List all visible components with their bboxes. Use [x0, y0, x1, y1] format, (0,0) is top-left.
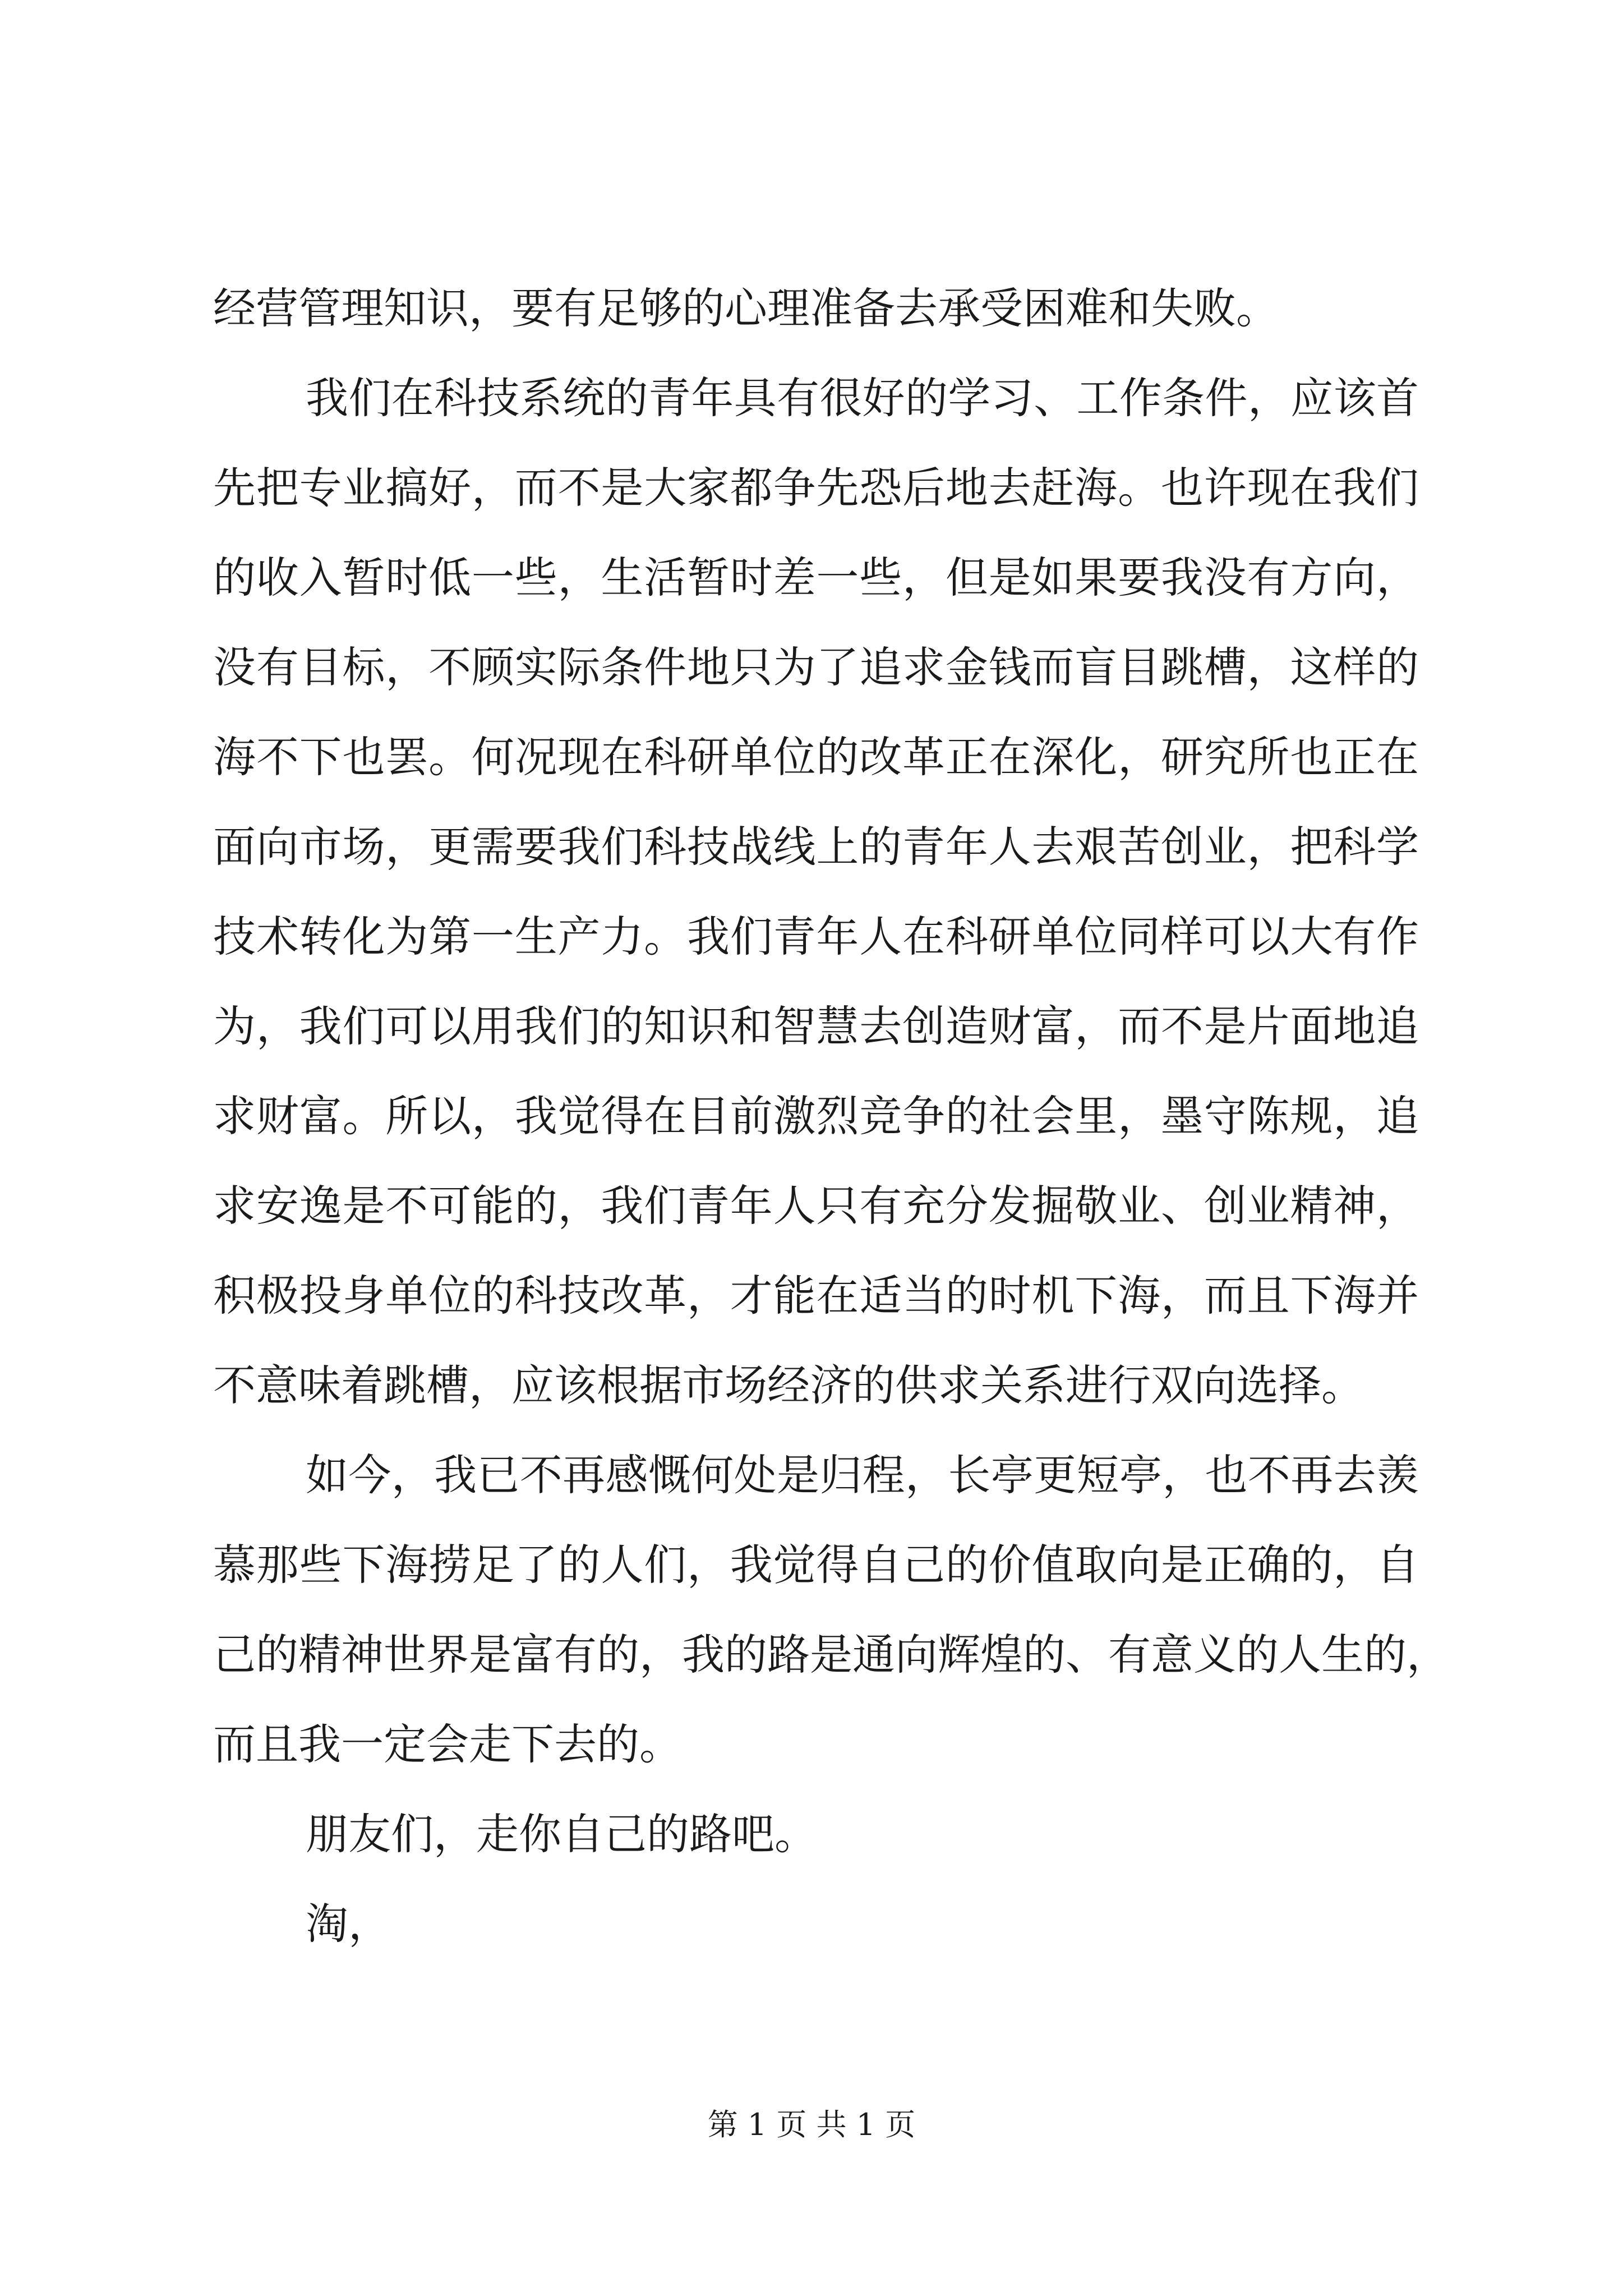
text-line: 没有目标，不顾实际条件地只为了追求金钱而盲目跳槽，这样的 — [213, 642, 1419, 692]
text-line: 而且我一定会走下去的。 — [213, 1719, 682, 1769]
text-line: 技术转化为第一生产力。我们青年人在科研单位同样可以大有作 — [213, 912, 1419, 961]
text-line: 的收入暂时低一些，生活暂时差一些，但是如果要我没有方向， — [213, 553, 1419, 602]
text-line: 求财富。所以，我觉得在目前激烈竞争的社会里，墨守陈规，追 — [213, 1091, 1419, 1141]
body-text — [213, 264, 1449, 1969]
text-line: 我们在科技系统的青年具有很好的学习、工作条件，应该首 — [306, 373, 1419, 423]
text-line: 求安逸是不可能的，我们青年人只有充分发掘敬业、创业精神， — [213, 1181, 1419, 1231]
text-line: 积极投身单位的科技改革，才能在适当的时机下海，而且下海并 — [213, 1271, 1419, 1320]
text-line: 淘， — [306, 1899, 391, 1949]
text-line: 先把专业搞好，而不是大家都争先恐后地去赶海。也许现在我们 — [213, 463, 1419, 513]
text-line: 慕那些下海捞足了的人们，我觉得自己的价值取向是正确的，自 — [213, 1540, 1419, 1590]
text-line: 经营管理知识，要有足够的心理准备去承受困难和失败。 — [213, 283, 1279, 333]
text-line: 朋友们，走你自己的路吧。 — [306, 1809, 817, 1859]
text-line: 为，我们可以用我们的知识和智慧去创造财富，而不是片面地追 — [213, 1001, 1419, 1051]
text-line: 海不下也罢。何况现在科研单位的改革正在深化，研究所也正在 — [213, 732, 1419, 782]
text-line: 面向市场，更需要我们科技战线上的青年人去艰苦创业，把科学 — [213, 822, 1419, 872]
text-line: 己的精神世界是富有的，我的路是通向辉煌的、有意义的人生的， — [213, 1630, 1449, 1680]
text-line: 不意味着跳槽，应该根据市场经济的供求关系进行双向选择。 — [213, 1360, 1364, 1410]
text-line: 如今，我已不再感慨何处是归程，长亭更短亭，也不再去羡 — [306, 1450, 1419, 1500]
page-number-footer: 第 1 页 共 1 页 — [707, 2107, 916, 2142]
